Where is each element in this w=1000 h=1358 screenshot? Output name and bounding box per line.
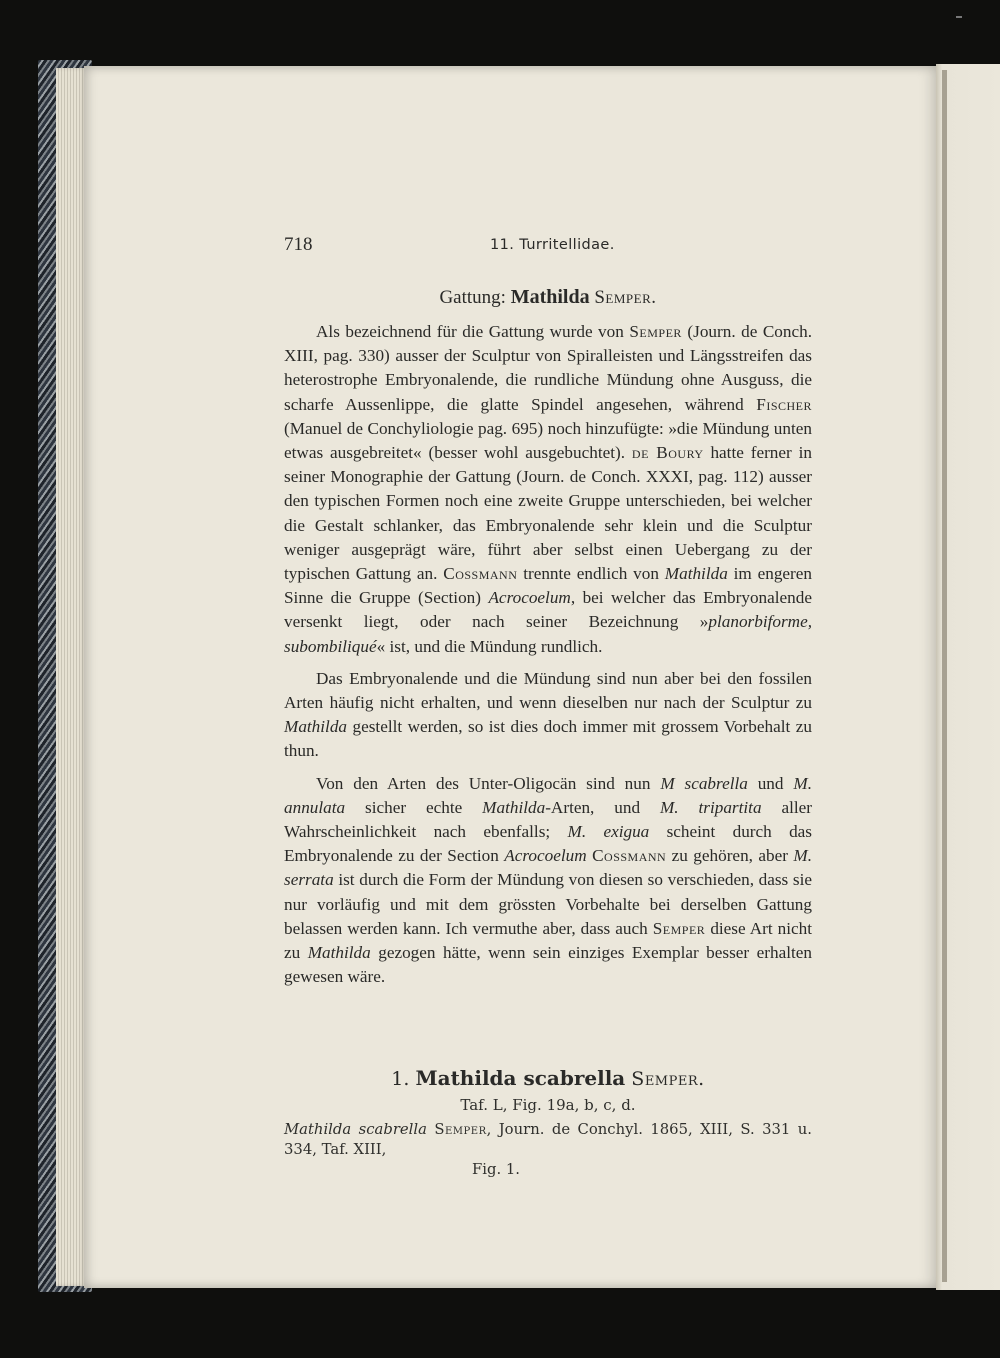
author-name: Semper [629, 322, 682, 341]
italic-term: Acrocoelum [488, 588, 571, 608]
body-text [284, 320, 812, 989]
species-number: 1. [391, 1068, 416, 1090]
paragraph [284, 320, 812, 659]
text-run: hatte ferner in seiner Monographie der Gattung (Journ. de Conch. XXXI, pag. 112) ausser den typischen Formen noch eine zweite Gruppe unterschieden, bei welcher die Gestalt schlanker, das Embryonalende sehr klein und die Sculptur weniger ausgeprägt wäre, führt aber selbst einen Uebergang zu der typischen Gattung an. [284, 443, 812, 584]
text-run: Als bezeichnend für die Gattung wurde von [316, 322, 630, 341]
italic-term: M. tripartita [659, 797, 762, 817]
genus-name: Mathilda [510, 286, 590, 308]
author-name: Fischer [756, 394, 812, 414]
text-run: Das Embryonalende und die Mündung sind nun aber bei den fossilen Arten häufig nicht erhalten, und wenn dieselben nur nach der Sculptur zu [284, 668, 812, 713]
genus-author: Semper. [594, 287, 657, 308]
species-author: Semper. [631, 1068, 705, 1090]
citation-author: Semper [434, 1121, 487, 1138]
text-run: trennte endlich von [517, 564, 665, 584]
genus-heading [284, 286, 812, 309]
italic-term: Acrocoelum [504, 846, 587, 866]
text-run: , bei welcher das Embryonalende versenkt liegt, oder nach seiner Bezeichnung » [284, 588, 812, 632]
citation-fig: Fig. 1. [472, 1161, 520, 1178]
italic-term: M. annulata [284, 773, 812, 817]
citation-species: Mathilda scabrella [284, 1121, 427, 1138]
text-run: ist durch die Form der Mündung von diesen so verschieden, dass sie nur vorläufig und mit dem grössten Vorbehalte bei derselben Gattung belassen werden kann. Ich vermuthe aber, dass auch [284, 870, 812, 938]
text-run: aller Wahrscheinlichkeit nach ebenfalls; [284, 797, 812, 842]
text-run: und [747, 773, 794, 793]
plate-reference: Taf. L, Fig. 19a, b, c, d. [460, 1096, 636, 1114]
italic-term: M scabrella [660, 773, 748, 793]
text-run: gezogen hätte, wenn sein einziges Exemplar besser erhalten gewesen wäre. [284, 943, 812, 987]
text-run: zu gehören, aber [666, 846, 794, 866]
page-header [284, 233, 812, 259]
text-run: gestellt werden, so ist dies doch immer mit grossem Vorbehalt zu thun. [284, 717, 812, 761]
italic-term: Mathilda [664, 564, 728, 584]
italic-term: Mathilda [307, 943, 371, 963]
citation-text: , Journ. de Conchyl. 1865, XIII, S. 331 u. 334, Taf. XIII, [284, 1121, 812, 1158]
italic-term: Mathilda [284, 717, 348, 737]
page-number: 718 [284, 234, 313, 255]
author-name: de Boury [631, 443, 704, 463]
italic-term: Mathilda [482, 797, 546, 817]
italic-term: M. exigua [567, 822, 650, 842]
paragraph [284, 772, 812, 990]
author-name: Cossmann [592, 846, 667, 866]
text-run: sicher echte [345, 797, 483, 817]
species-name: Mathilda scabrella [415, 1066, 626, 1090]
scan-mark [956, 16, 962, 18]
text-run: diese Art nicht zu [284, 918, 812, 963]
text-run: « ist, und die Mündung rundlich. [376, 636, 603, 656]
text-run: Von den Arten des Unter-Oligocän sind nun [316, 773, 661, 793]
italic-term: planorbiforme, subombiliqué [284, 612, 812, 656]
text-run: -Arten, und [545, 797, 660, 817]
running-head: 11. Turritellidae. [490, 237, 615, 253]
italic-term: M. serrata [284, 846, 813, 890]
author-name: Cossmann [443, 564, 518, 584]
genus-heading-prefix: Gattung: [439, 287, 511, 308]
text-run: im engeren Sinne die Gruppe (Section) [284, 564, 812, 608]
text-run: (Journ. de Conch. XIII, pag. 330) ausser der Sculptur von Spiralleisten und Längsstreifen das heterostrophe Embryonalende, die rundliche Mündung ohne Ausguss, die scharfe Aussenlippe, die glatte Spindel angesehen, während [284, 322, 812, 414]
citation [284, 1120, 812, 1180]
author-name: Semper [652, 918, 706, 938]
text-run: (Manuel de Conchyliologie pag. 695) noch hinzufügte: »die Mündung unten etwas ausgebreitet« (besser wohl ausgebuchtet). [284, 418, 812, 463]
species-heading [284, 1066, 812, 1090]
text-run: scheint durch das Embryonalende zu der Section [284, 822, 812, 866]
page-block-edges [56, 68, 86, 1286]
paragraph [284, 667, 812, 764]
page-gutter-shadow [942, 70, 947, 1282]
